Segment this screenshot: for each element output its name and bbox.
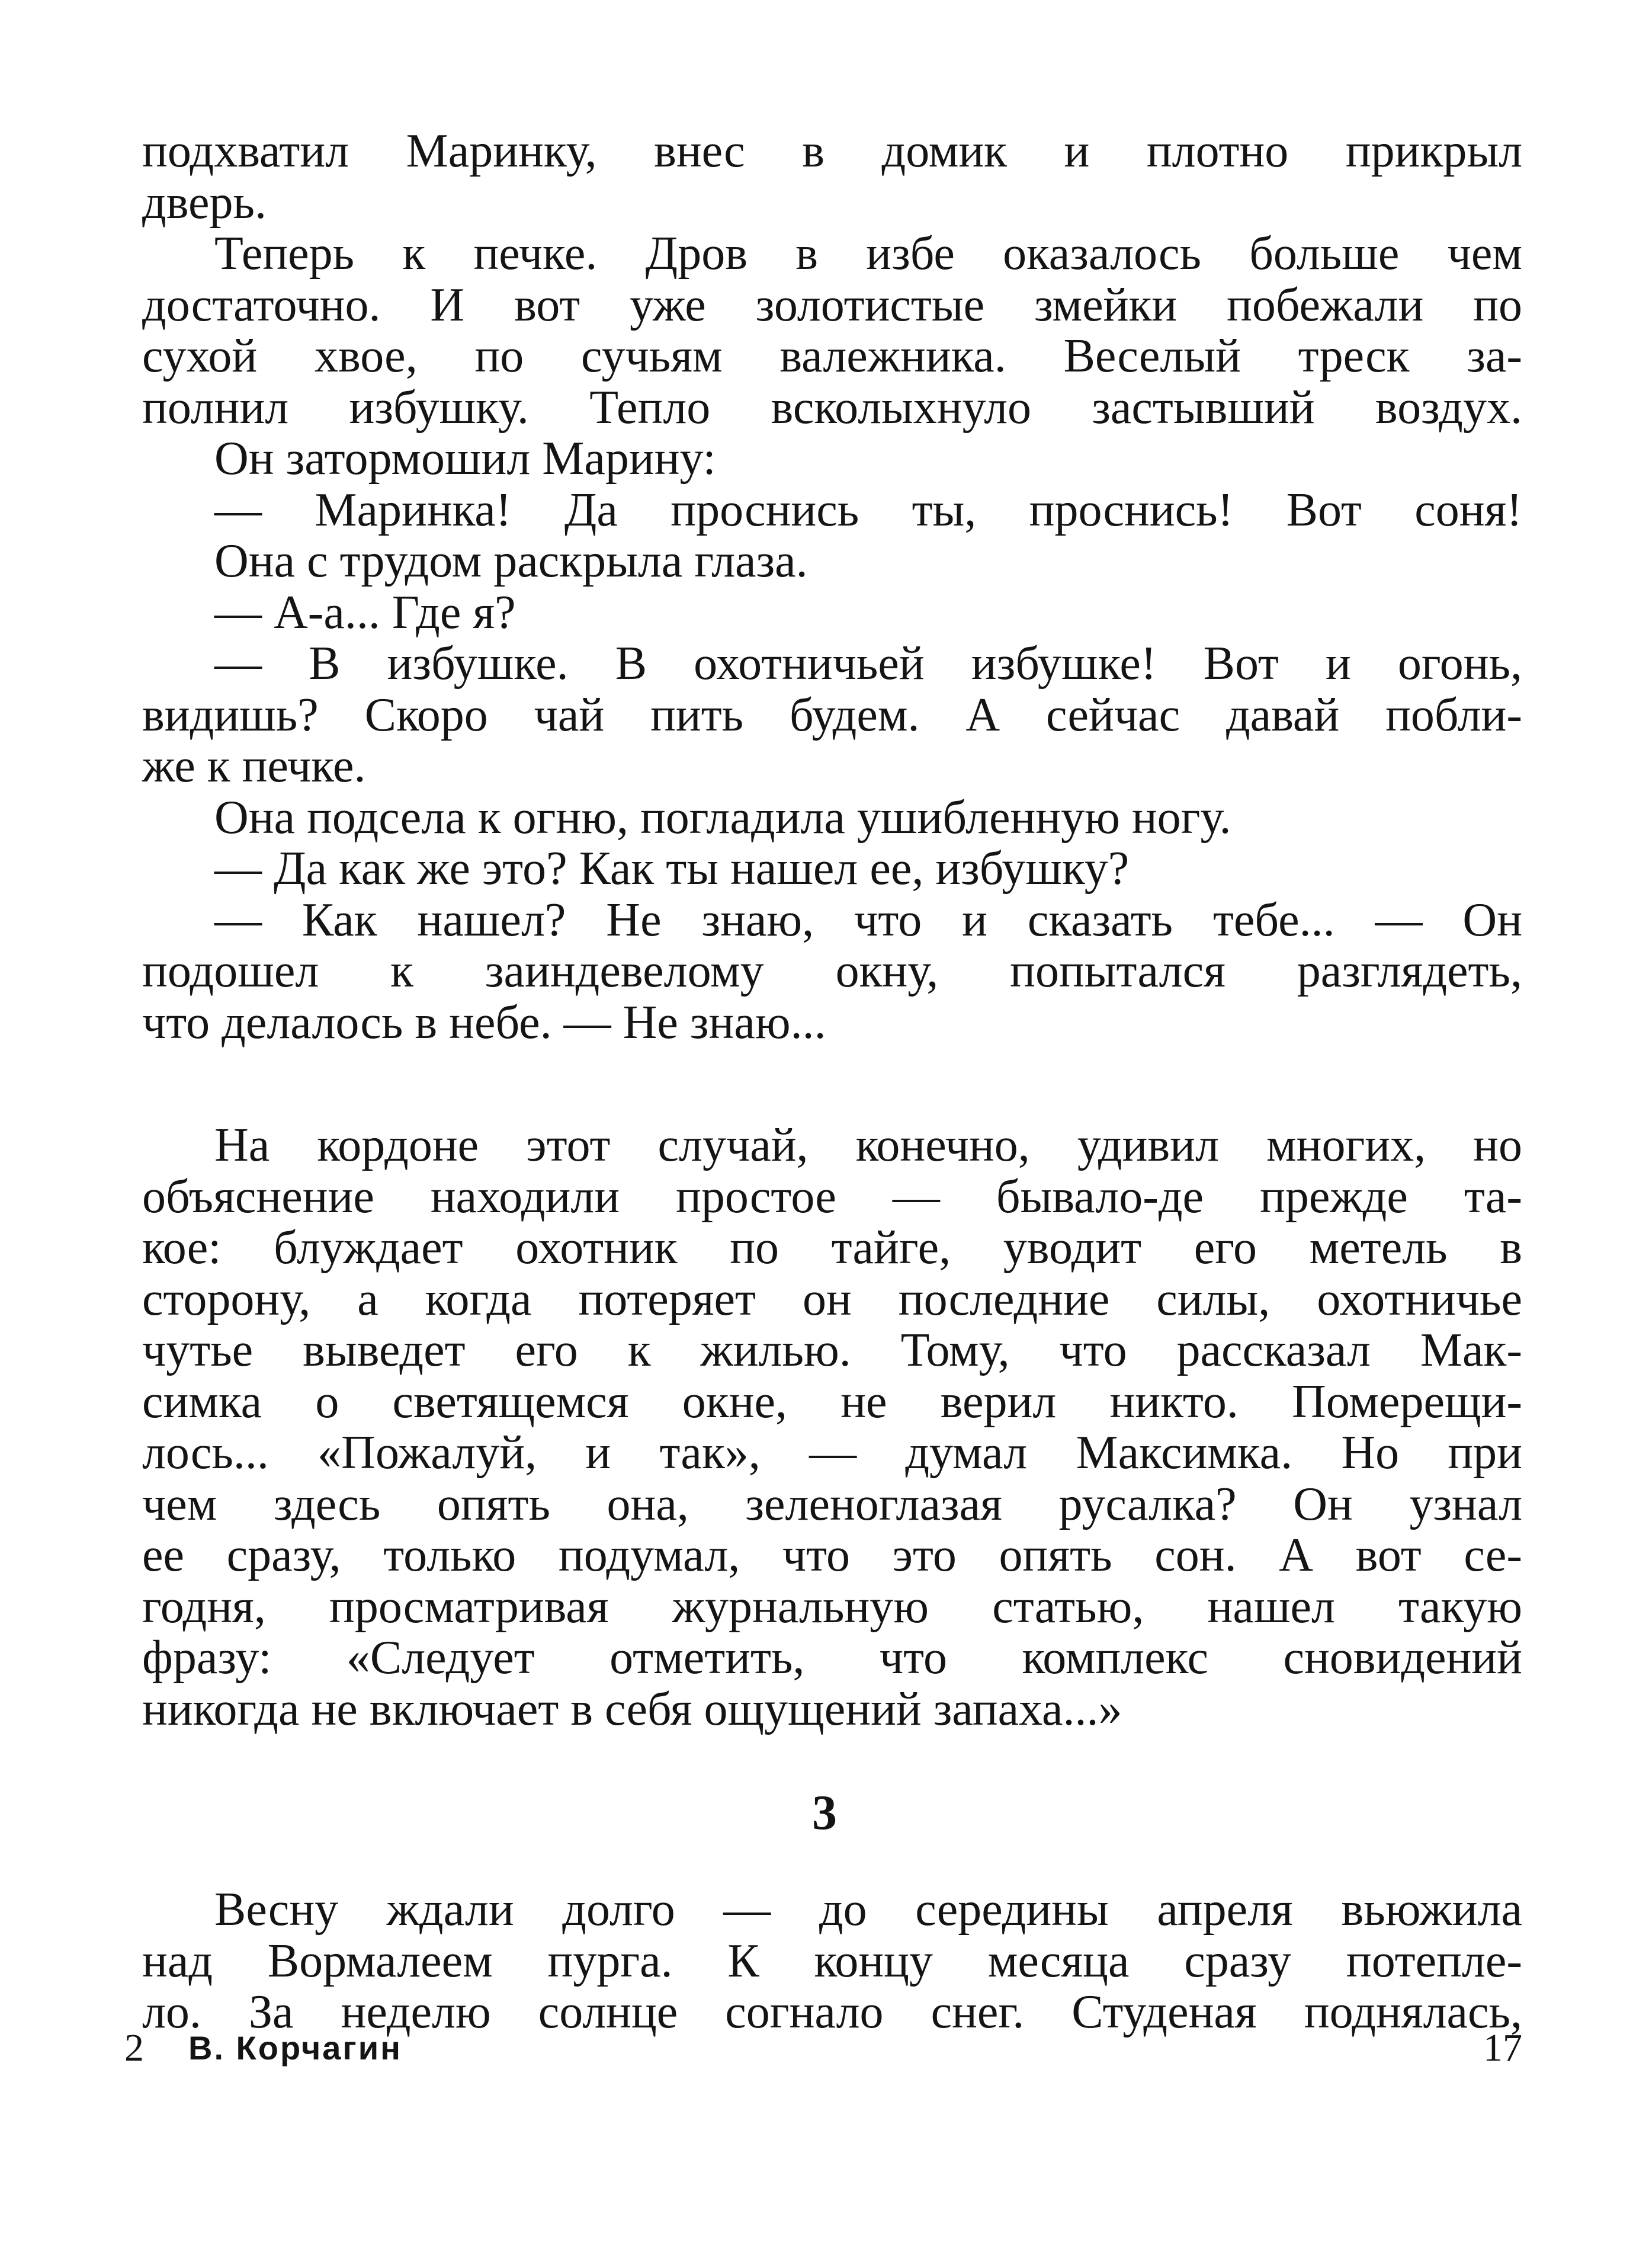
text-line: — Да как же это? Как ты нашел ее, избушку? (214, 843, 1130, 895)
text-line: — Как нашел? Не знаю, что и сказать тебе... — Он (214, 893, 1522, 946)
text-line: — В избушке. В охотничьей избушке! Вот и огонь, (214, 638, 1522, 690)
text-line: чем здесь опять она, зеленоглазая русалка? Он узнал (142, 1478, 1522, 1530)
text-line: подхватил Маринку, внес в домик и плотно прикрыл (142, 125, 1522, 177)
text-line: ло. За неделю солнце согнало снег. Студеная поднялась, (142, 1986, 1522, 2038)
text-line: никогда не включает в себя ощущений запаха...» (142, 1683, 1122, 1735)
text-line: над Вормалеем пурга. К концу месяца сразу потепле- (142, 1934, 1522, 1987)
text-line: достаточно. И вот уже золотистые змейки побежали по (142, 278, 1522, 331)
text-line: На кордоне этот случай, конечно, удивил многих, но (214, 1119, 1522, 1171)
author-name: В. Корчагин (188, 2029, 402, 2067)
text-line: видишь? Скоро чай пить будем. А сейчас давай побли- (142, 688, 1522, 741)
text-line: что делалось в небе. — Не знаю... (142, 996, 826, 1049)
text-line: Она подсела к огню, погладила ушибленную ногу. (214, 791, 1231, 844)
text-line: полнил избушку. Тепло всколыхнуло застывший воздух. (142, 381, 1522, 434)
text-line: сторону, а когда потеряет он последние силы, охотничье (142, 1273, 1522, 1325)
text-line: Теперь к печке. Дров в избе оказалось больше чем (214, 228, 1522, 280)
paragraph-kordon (142, 1120, 1522, 1735)
text-line: чутье выведет его к жилью. Тому, что рассказал Мак- (142, 1324, 1522, 1376)
section-number: 3 (812, 1785, 837, 1840)
text-line: Она с трудом раскрыла глаза. (214, 535, 808, 587)
text-line: лось... «Пожалуй, и так», — думал Максимка. Но при (142, 1427, 1522, 1479)
text-line: ее сразу, только подумал, что это опять сон. А вот се- (142, 1529, 1522, 1581)
text-line: Он затормошил Марину: (214, 433, 716, 485)
text-line: — Маринка! Да проснись ты, проснись! Вот соня! (214, 483, 1522, 536)
page-number: 17 (1483, 2026, 1522, 2070)
text-line: Весну ждали долго — до середины апреля вьюжила (214, 1883, 1522, 1936)
text-line: кое: блуждает охотник по тайге, уводит его метель в (142, 1222, 1522, 1274)
paragraph-spring (142, 1884, 1522, 2038)
paragraph-continuation (142, 126, 1522, 1048)
text-line: же к печке. (142, 740, 366, 792)
text-line: — А-а... Где я? (214, 586, 516, 639)
text-line: симка о светящемся окне, не верил никто. Померещи- (142, 1375, 1522, 1428)
text-line: сухой хвое, по сучьям валежника. Веселый треск за- (142, 330, 1522, 382)
text-line: дверь. (142, 176, 267, 229)
text-line: объяснение находили простое — бывало-де прежде та- (142, 1170, 1522, 1223)
text-line: подошел к заиндевелому окну, попытался разглядеть, (142, 945, 1522, 997)
signature-mark: 2 (124, 2026, 144, 2070)
text-line: годня, просматривая журнальную статью, нашел такую (142, 1580, 1522, 1633)
text-line: фразу: «Следует отметить, что комплекс сновидений (142, 1632, 1522, 1684)
page-footer (124, 2027, 1522, 2069)
